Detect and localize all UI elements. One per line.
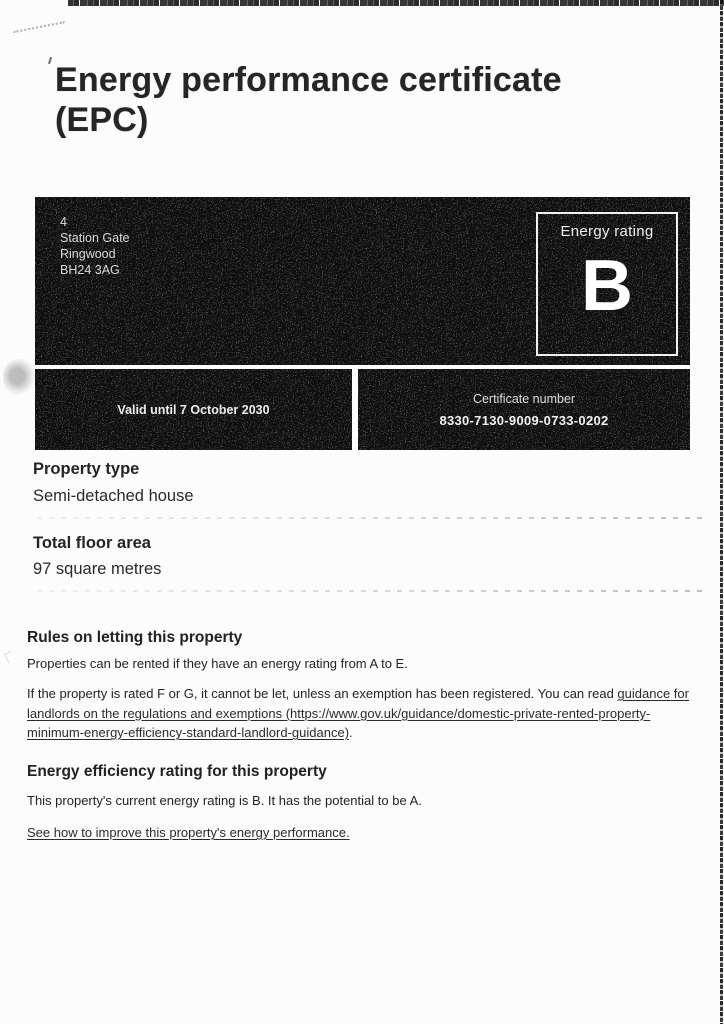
scan-artifact-pencil-squiggle: [13, 21, 66, 43]
improve-performance-link[interactable]: See how to improve this property's energy performance.: [27, 825, 350, 840]
energy-rating-box: [536, 212, 678, 356]
property-type-value: Semi-detached house: [33, 487, 194, 505]
epc-summary-banner: [35, 197, 690, 450]
section-divider: [30, 590, 702, 592]
floor-area-label: Total floor area: [33, 534, 151, 552]
certificate-number-value: 8330-7130-9009-0733-0202: [439, 412, 609, 428]
page-title-line2: (EPC): [55, 101, 149, 139]
rules-paragraph-2: [27, 684, 705, 743]
rules-paragraph-2-period: .: [349, 725, 353, 740]
scan-artifact-margin-mark: [4, 651, 15, 663]
improve-performance-paragraph: [27, 823, 705, 843]
page-title: [55, 60, 695, 140]
banner-meta-row: [35, 369, 690, 450]
page-title-line1: Energy performance certificate: [55, 61, 562, 99]
valid-until-text: Valid until 7 October 2030: [117, 402, 270, 417]
floor-area-value: 97 square metres: [33, 560, 162, 578]
rules-paragraph-1: Properties can be rented if they have an energy rating from A to E.: [27, 656, 408, 671]
certificate-number-panel: [358, 369, 690, 450]
property-address: [60, 214, 130, 278]
address-line: BH24 3AG: [60, 263, 120, 277]
certificate-number-label: Certificate number: [472, 391, 576, 406]
property-type-label: Property type: [33, 460, 140, 478]
efficiency-paragraph: This property's current energy rating is B. It has the potential to be A.: [27, 793, 422, 808]
efficiency-heading: Energy efficiency rating for this property: [27, 763, 327, 780]
scan-artifact-top-edge: [68, 0, 724, 6]
scan-noise-texture: [358, 369, 690, 450]
address-line: Station Gate: [60, 231, 130, 245]
scan-artifact-tick-mark: [48, 57, 52, 64]
energy-rating-label: Energy rating: [560, 223, 654, 240]
energy-rating-value: B: [581, 246, 633, 326]
rules-heading: Rules on letting this property: [27, 629, 243, 646]
scan-artifact-right-edge: [720, 0, 723, 1024]
address-line: 4: [60, 215, 67, 229]
scan-artifact-smudge: [3, 359, 35, 395]
section-divider: [30, 517, 702, 519]
banner-address-panel: [35, 197, 690, 365]
rules-paragraph-2-text: If the property is rated F or G, it cannot be let, unless an exemption has been registered. You can read: [27, 686, 618, 701]
landlord-guidance-link[interactable]: guidance for landlords on the regulations and exemptions (https://www.gov.uk/guidance/domestic-private-rented-property-minimum-energy-efficiency-standard-landlord-guidance): [27, 686, 689, 740]
address-line: Ringwood: [60, 247, 116, 261]
valid-until-panel: [35, 369, 352, 450]
